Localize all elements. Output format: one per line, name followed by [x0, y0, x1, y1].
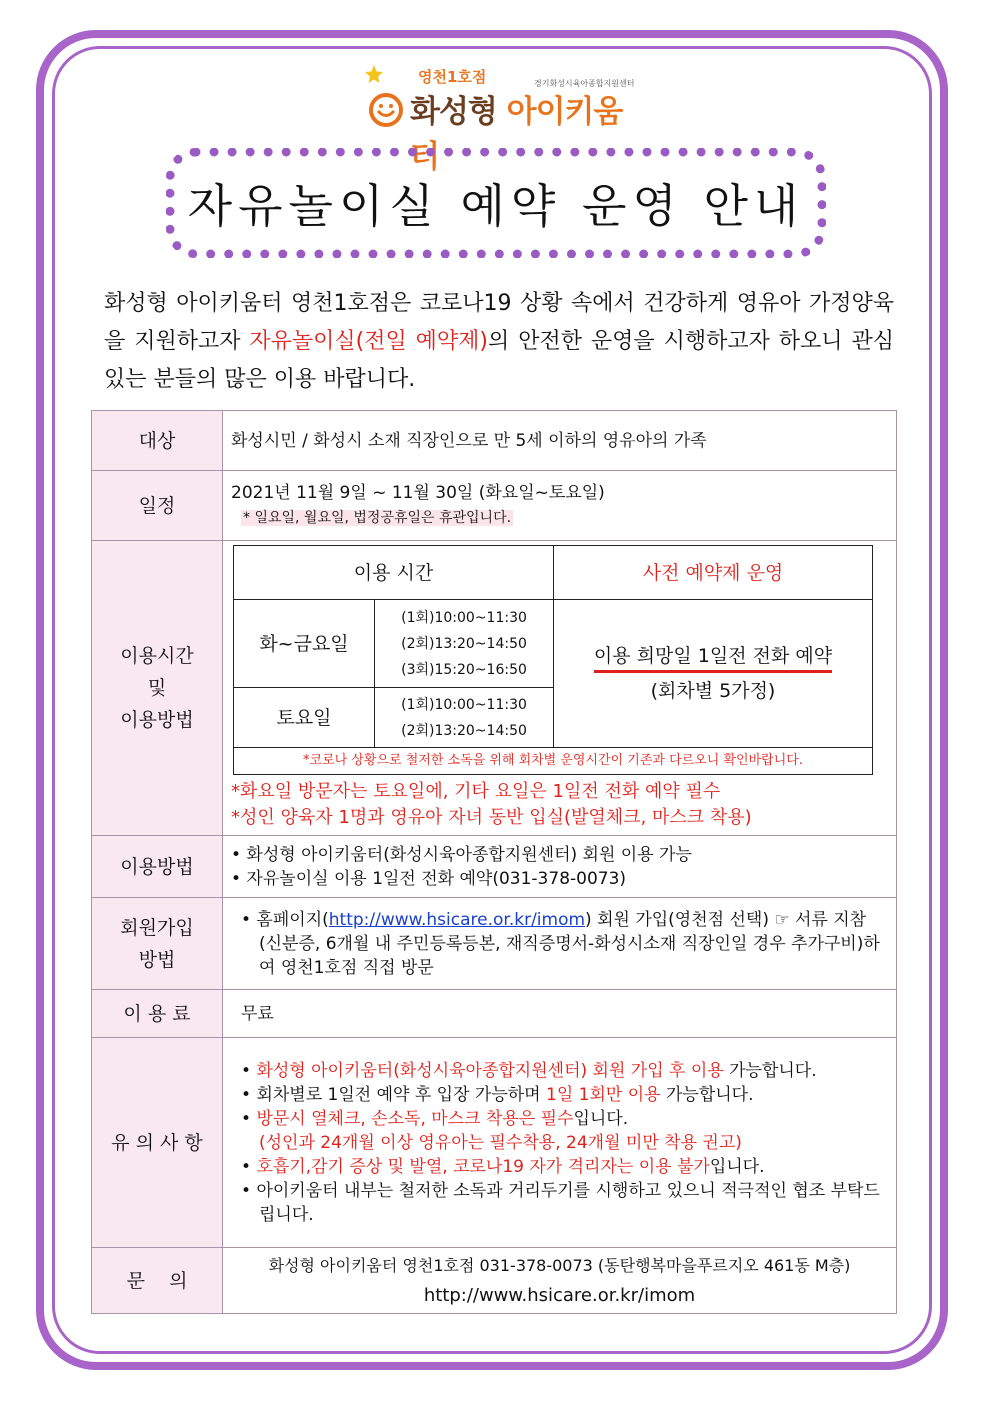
hours-table — [233, 545, 873, 775]
value-schedule: 2021년 11월 9일 ~ 11월 30일 (화요일~토요일) * 일요일, 월요일, 법정공휴일은 휴관입니다. — [223, 471, 897, 541]
weekday-label: 화~금요일 — [234, 600, 375, 688]
col-reservation: 사전 예약제 운영 — [554, 546, 873, 600]
row-hours — [92, 541, 897, 836]
logo-branch: 영천1호점 — [418, 68, 487, 86]
label-notes: 유 의 사 항 — [92, 1038, 223, 1248]
reservation-main: 이용 희망일 1일전 전화 예약 — [594, 644, 832, 673]
col-time: 이용 시간 — [234, 546, 554, 600]
row-signup — [92, 898, 897, 990]
label-contact: 문 의 — [92, 1248, 223, 1314]
row-notes — [92, 1038, 897, 1248]
intro-paragraph: 화성형 아이키움터 영천1호점은 코로나19 상황 속에서 건강하게 영유아 가정양육을 지원하고자 자유놀이실(전일 예약제)의 안전한 운영을 시행하고자 하오니 관심 있는 분들의 많은 이용 바랍니다. — [104, 291, 894, 392]
page-title: 자유놀이실 예약 운영 안내 — [187, 179, 805, 233]
value-signup: • 홈페이지(http://www.hsicare.or.kr/imom) 회원 가입(영천점 선택) ☞ 서류 지참(신분증, 6개월 내 주민등록등본, 재직증명서-화성시소재 직장인일 경우 추가구비)하여 영천1호점 직접 방문 — [223, 898, 897, 990]
info-table — [91, 410, 897, 1314]
value-hours — [223, 541, 897, 836]
row-schedule — [92, 471, 897, 541]
row-fee — [92, 990, 897, 1038]
label-signup: 회원가입 방법 — [92, 898, 223, 990]
reservation-sub: (회차별 5가정) — [650, 680, 776, 702]
row-target — [92, 411, 897, 471]
weekday-times: (1회)10:00~11:30 (2회)13:20~14:50 (3회)15:20~16:50 — [375, 600, 554, 688]
value-contact: 화성형 아이키움터 영천1호점 031-378-0073 (동탄행복마을푸르지오 461동 M층) http://www.hsicare.or.kr/imom — [223, 1248, 897, 1314]
mask-detail: (성인과 24개월 이상 영유아는 필수착용, 24개월 미만 착용 권고) — [259, 1132, 742, 1153]
logo-name: 화성형 아이키움터 — [410, 94, 623, 175]
reservation-info — [554, 600, 873, 748]
label-target: 대상 — [92, 411, 223, 471]
logo — [362, 62, 642, 175]
label-hours: 이용시간 및 이용방법 — [92, 541, 223, 836]
value-target: 화성시민 / 화성시 소재 직장인으로 만 5세 이하의 영유아의 가족 — [223, 411, 897, 471]
row-contact — [92, 1248, 897, 1314]
value-notes: • 화성형 아이키움터(화성시육아종합지원센터) 회원 가입 후 이용 가능합니다. • 회차별로 1일전 예약 후 입장 가능하며 1일 1회만 이용 가능합니다. • 방문시 열체크, 손소독, 마스크 착용은 필수입니다. (성인과 24개월 이상 영유아는 필수착용, 24개월 미만 착용 권고) • 호흡기,감기 증상 및 발열, 코로나19 자가 격리자는 이용 불가입니다. • 아이키움터 내부는 철저한 소독과 거리두기를 시행하고 있으니 적극적인 협조 부탁드립니다. — [223, 1038, 897, 1248]
smiley-logo-icon — [368, 92, 404, 128]
logo-org: 경기화성시육아종합지원센터 — [534, 79, 635, 88]
title-box — [166, 148, 826, 258]
saturday-times: (1회)10:00~11:30 (2회)13:20~14:50 — [375, 688, 554, 748]
contact-url[interactable]: http://www.hsicare.or.kr/imom — [423, 1284, 696, 1306]
label-method: 이용방법 — [92, 836, 223, 898]
row-method — [92, 836, 897, 898]
homepage-link[interactable]: http://www.hsicare.or.kr/imom — [328, 909, 586, 930]
star-icon — [364, 64, 384, 84]
label-fee: 이 용 료 — [92, 990, 223, 1038]
value-fee: 무료 — [223, 990, 897, 1038]
saturday-label: 토요일 — [234, 688, 375, 748]
inner-note: *코로나 상황으로 철저한 소독을 위해 회차별 운영시간이 기존과 다르오니 확인바랍니다. — [234, 748, 873, 775]
value-method: • 화성형 아이키움터(화성시육아종합지원센터) 회원 이용 가능 • 자유놀이실 이용 1일전 전화 예약(031-378-0073) — [223, 836, 897, 898]
red-note-1: *화요일 방문자는 토요일에, 기타 요일은 1일전 전화 예약 필수 — [231, 781, 721, 802]
holiday-note: * 일요일, 월요일, 법정공휴일은 휴관입니다. — [243, 510, 512, 526]
red-note-2: *성인 양육자 1명과 영유아 자녀 동반 입실(발열체크, 마스크 착용) — [231, 807, 752, 828]
label-schedule: 일정 — [92, 471, 223, 541]
